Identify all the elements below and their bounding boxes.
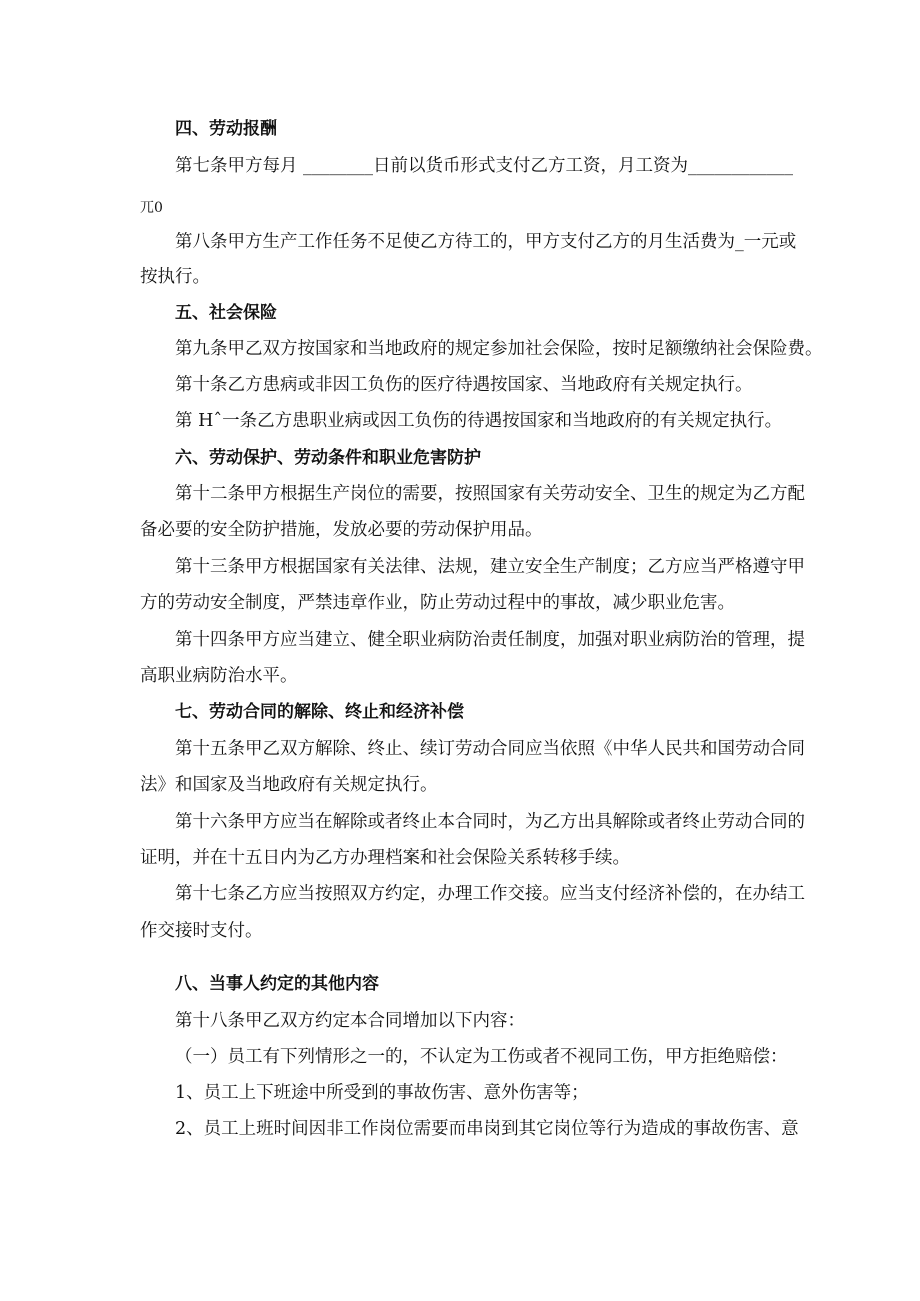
paragraph-line: 作交接时支付。	[140, 921, 263, 941]
paragraph-line: 第十七条乙方应当按照双方约定，办理工作交接。应当支付经济补偿的，在办结工	[175, 884, 805, 904]
paragraph-line: 第十六条甲方应当在解除或者终止本合同时，为乙方出具解除或者终止劳动合同的	[175, 812, 805, 832]
paragraph-line: 备必要的安全防护措施，发放必要的劳动保护用品。	[140, 520, 543, 540]
paragraph-line: 法》和国家及当地政府有关规定执行。	[140, 775, 438, 795]
paragraph-line: 第 Hˆ一条乙方患职业病或因工负伤的待遇按国家和当地政府的有关规定执行。	[175, 411, 783, 431]
paragraph-line: 第十二条甲方根据生产岗位的需要，按照国家有关劳动安全、卫生的规定为乙方配	[175, 484, 805, 504]
paragraph-line: 第十条乙方患病或非因工负伤的医疗待遇按国家、当地政府有关规定执行。	[175, 375, 753, 395]
paragraph-line: 1、员工上下班途中所受到的事故伤害、意外伤害等；	[175, 1083, 589, 1103]
section-heading-remuneration: 四、劳动报酬	[175, 119, 277, 139]
paragraph-line: 第十五条甲乙双方解除、终止、续订劳动合同应当依照《中华人民共和国劳动合同	[175, 739, 805, 759]
paragraph-line: 2、员工上班时间因非工作岗位需要而串岗到其它岗位等行为造成的事故伤害、意	[175, 1119, 799, 1139]
paragraph-line: 第九条甲乙双方按国家和当地政府的规定参加社会保险，按时足额缴纳社会保险费。	[175, 339, 823, 359]
paragraph-line: 第十四条甲方应当建立、健全职业病防治责任制度，加强对职业病防治的管理，提	[175, 630, 805, 650]
paragraph-line: 第八条甲方生产工作任务不足使乙方待工的，甲方支付乙方的月生活费为_一元或	[175, 232, 797, 252]
section-heading-other-terms: 八、当事人约定的其他内容	[175, 974, 379, 994]
paragraph-line: 第十三条甲方根据国家有关法律、法规，建立安全生产制度；乙方应当严格遵守甲	[175, 557, 805, 577]
paragraph-line: 第七条甲方每月 ________日前以货币形式支付乙方工资，月工资为____________	[175, 156, 794, 176]
section-heading-termination: 七、劳动合同的解除、终止和经济补偿	[175, 702, 464, 722]
paragraph-line: 高职业病防治水平。	[140, 666, 298, 686]
paragraph-line: （一）员工有下列情形之一的，不认定为工伤或者不视同工伤，甲方拒绝赔偿：	[175, 1047, 788, 1067]
section-heading-social-insurance: 五、社会保险	[175, 303, 277, 323]
section-heading-labor-protection: 六、劳动保护、劳动条件和职业危害防护	[175, 448, 481, 468]
paragraph-line: 方的劳动安全制度，严禁违章作业，防止劳动过程中的事故，减少职业危害。	[140, 593, 735, 613]
paragraph-line: 按执行。	[140, 267, 210, 287]
paragraph-line: 兀0	[140, 200, 163, 216]
paragraph-line: 证明，并在十五日内为乙方办理档案和社会保险关系转移手续。	[140, 848, 630, 868]
paragraph-line: 第十八条甲乙双方约定本合同增加以下内容：	[175, 1011, 525, 1031]
